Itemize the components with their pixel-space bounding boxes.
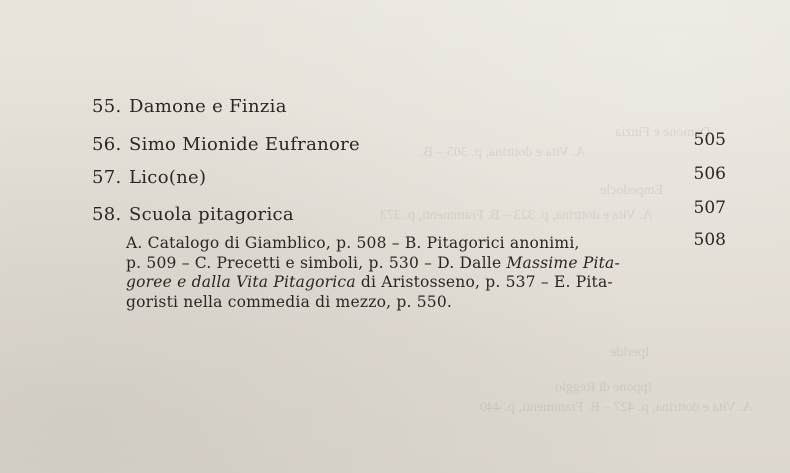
bleed-through: Empedocle (600, 183, 663, 198)
entry-number: 55. (92, 96, 122, 117)
subentry-text: p. 509 – C. Precetti e simboli, p. 530 – D. Dalle (126, 253, 507, 272)
bleed-through: A. Vita e dottrina, p. 427 – B. Frammenti, p. 440 (480, 400, 753, 415)
entry-title: Scuola pitagorica (129, 204, 294, 225)
subentry-line-4: goristi nella commedia di mezzo, p. 550. (126, 292, 453, 311)
bleed-through: A. Vita e dottrina, p. 305 – B. (420, 145, 586, 160)
subentry-text: di Aristosseno, p. 537 – E. Pita- (355, 273, 613, 291)
bleed-through: Iperide (610, 345, 650, 360)
bleed-through: Ippone di Reggio (555, 380, 653, 395)
toc-entry-56 (92, 134, 360, 155)
bleed-through: Damone e Finzia (615, 125, 711, 140)
entry-number: 58. (92, 204, 122, 225)
entry-number: 56. (92, 134, 122, 155)
toc-entry-57 (92, 167, 206, 188)
toc-entry-55 (92, 96, 287, 117)
entry-title: Damone e Finzia (129, 96, 287, 117)
entry-title: Lico(ne) (129, 167, 207, 188)
page-number-57: 507 (693, 198, 726, 218)
page-number-58: 508 (693, 230, 726, 250)
subentry-italic: goree e dalla Vita Pitagorica (126, 273, 356, 291)
toc-entry-58 (92, 204, 294, 225)
subentry-line-1: A. Catalogo di Giamblico, p. 508 – B. Pitagorici anonimi, (126, 234, 580, 252)
subentry-paragraph (126, 234, 686, 312)
page-number-56: 506 (693, 164, 726, 184)
page-number-55: 505 (693, 130, 726, 150)
subentry-line-2 (126, 254, 686, 274)
subentry-line-3 (126, 273, 686, 293)
entry-number: 57. (92, 167, 122, 188)
bleed-through: A. Vita e dottrina, p. 323 – B. Frammenti, p. 373 (380, 208, 653, 223)
subentry-italic: Massime Pita- (506, 253, 620, 272)
entry-title: Simo Mionide Eufranore (129, 134, 361, 155)
